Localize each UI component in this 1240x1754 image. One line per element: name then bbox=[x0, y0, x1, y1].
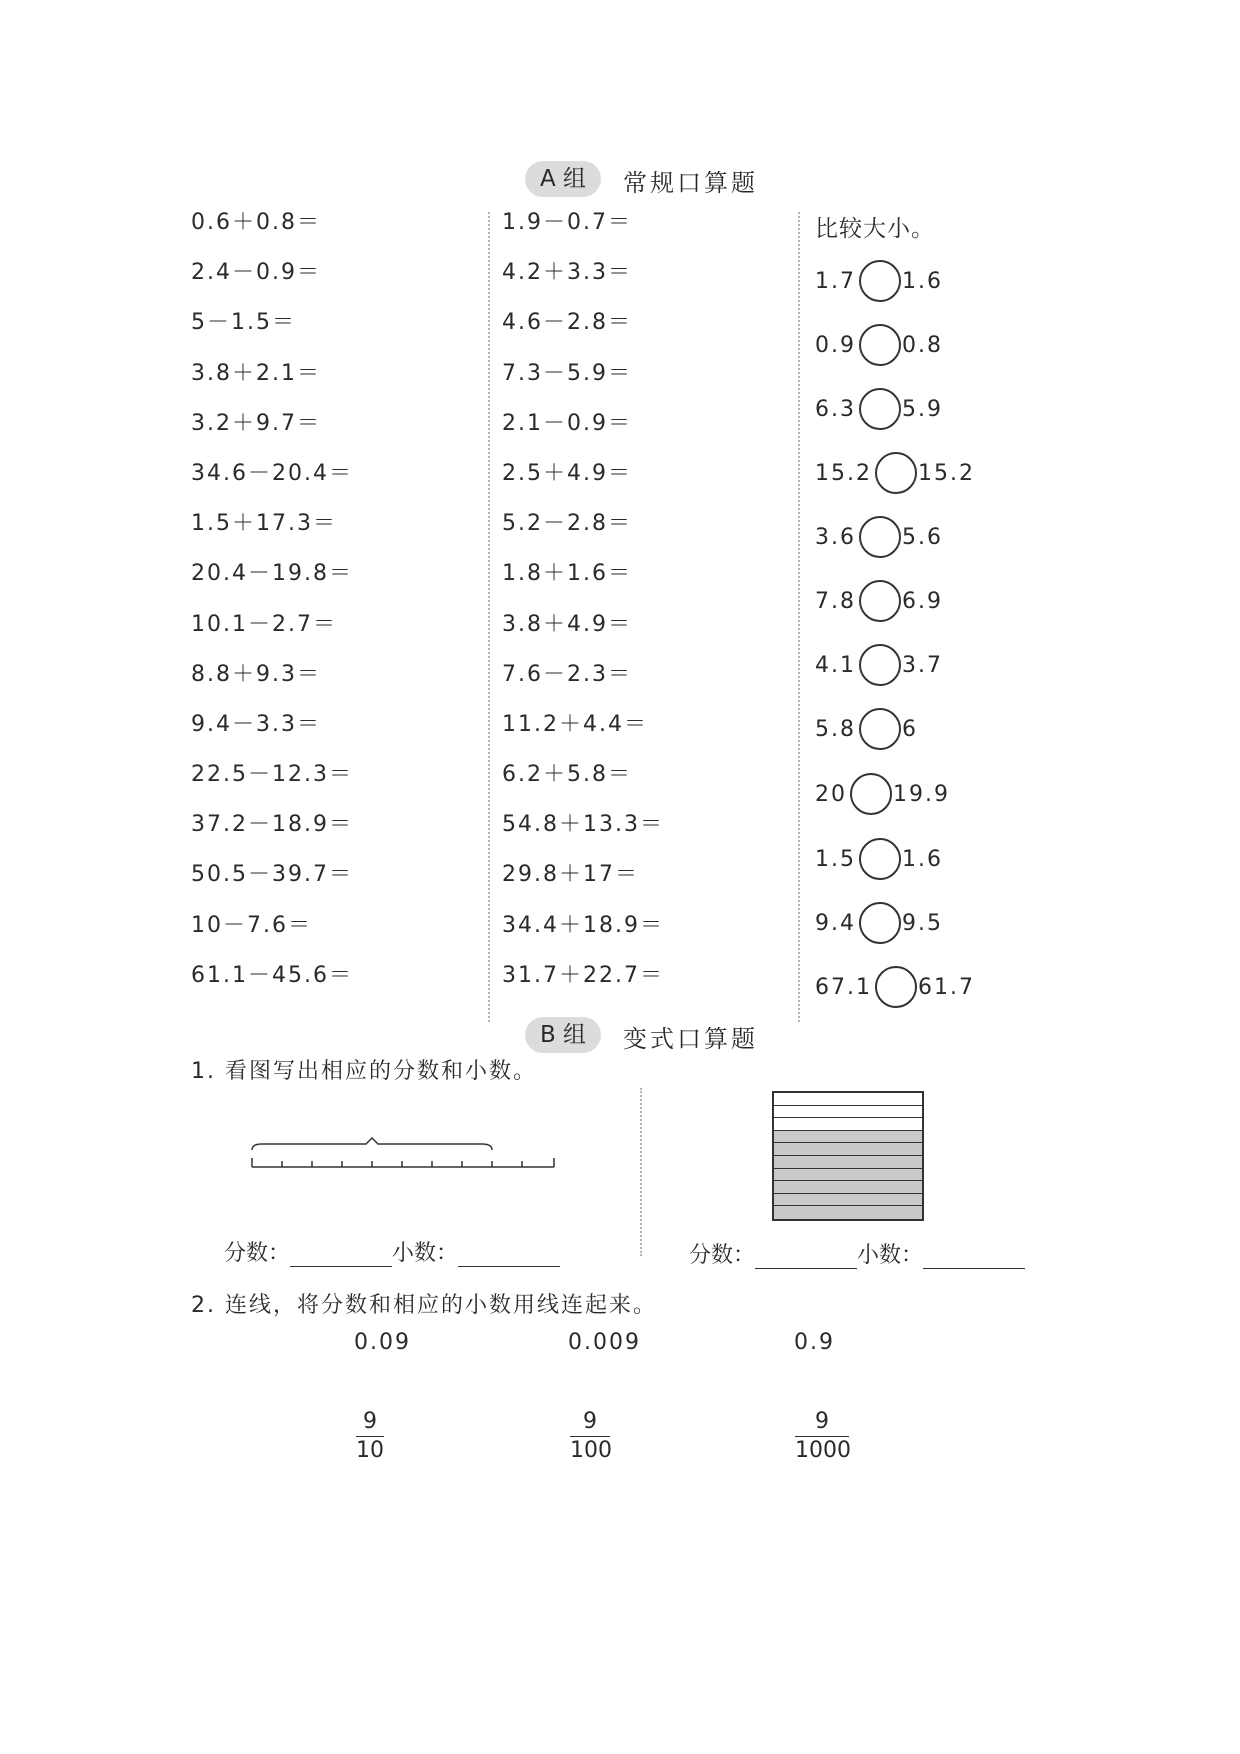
decimal-option[interactable]: 0.9 bbox=[794, 1330, 835, 1355]
fraction-blank[interactable] bbox=[290, 1240, 392, 1267]
compare-row bbox=[815, 578, 943, 624]
brace bbox=[252, 1138, 492, 1150]
compare-left: 15.2 bbox=[815, 460, 872, 486]
problem-item: 34.6－20.4＝ bbox=[191, 460, 353, 486]
answer-circle[interactable] bbox=[859, 708, 901, 750]
problem-item: 1.5＋17.3＝ bbox=[191, 511, 337, 537]
problem-item: 2.5＋4.9＝ bbox=[502, 460, 632, 486]
answer-circle[interactable] bbox=[859, 388, 901, 430]
compare-left: 7.8 bbox=[815, 588, 856, 614]
fraction-option[interactable] bbox=[795, 1408, 849, 1465]
problem-item: 1.8＋1.6＝ bbox=[502, 561, 632, 587]
left-answer-line bbox=[224, 1236, 560, 1267]
problem-item: 3.2＋9.7＝ bbox=[191, 410, 321, 436]
compare-row bbox=[815, 258, 943, 304]
compare-row bbox=[815, 836, 943, 882]
fraction-blank[interactable] bbox=[755, 1242, 857, 1269]
problem-column-2 bbox=[502, 207, 664, 1010]
problem-item: 7.6－2.3＝ bbox=[502, 661, 632, 687]
compare-right: 1.6 bbox=[902, 846, 943, 872]
problem-item: 3.8＋4.9＝ bbox=[502, 611, 632, 637]
answer-circle[interactable] bbox=[875, 452, 917, 494]
compare-left: 20 bbox=[815, 781, 847, 807]
compare-left: 4.1 bbox=[815, 652, 856, 678]
problem-item: 1.9－0.7＝ bbox=[502, 210, 632, 235]
answer-circle[interactable] bbox=[859, 516, 901, 558]
decimal-blank[interactable] bbox=[923, 1242, 1025, 1269]
decimal-label: 小数： bbox=[392, 1241, 459, 1266]
compare-right: 0.8 bbox=[902, 332, 943, 358]
fraction-numerator: 9 bbox=[815, 1409, 829, 1434]
problem-item: 0.6＋0.8＝ bbox=[191, 210, 321, 235]
compare-row bbox=[815, 386, 943, 432]
grid-strip-shaded bbox=[774, 1131, 922, 1144]
decimal-label: 小数： bbox=[857, 1243, 924, 1268]
grid-strip-shaded bbox=[774, 1194, 922, 1207]
compare-row bbox=[815, 450, 975, 496]
compare-right: 15.2 bbox=[917, 460, 975, 486]
fraction-denominator: 1000 bbox=[795, 1438, 851, 1463]
decimal-option[interactable]: 0.009 bbox=[568, 1330, 641, 1355]
compare-left: 6.3 bbox=[815, 396, 856, 422]
grid-strip-shaded bbox=[774, 1181, 922, 1194]
fraction-denominator: 10 bbox=[356, 1438, 384, 1463]
answer-circle[interactable] bbox=[859, 838, 901, 880]
compare-left: 0.9 bbox=[815, 332, 856, 358]
fraction-numerator: 9 bbox=[583, 1409, 597, 1434]
decimal-option[interactable]: 0.09 bbox=[354, 1330, 411, 1355]
answer-circle[interactable] bbox=[859, 902, 901, 944]
problem-item: 2.1－0.9＝ bbox=[502, 410, 632, 436]
strip-grid-figure bbox=[772, 1091, 924, 1221]
grid-strip bbox=[774, 1106, 922, 1119]
problem-item: 50.5－39.7＝ bbox=[191, 862, 353, 888]
question-2-text: 2. 连线，将分数和相应的小数用线连起来。 bbox=[191, 1293, 657, 1318]
compare-row bbox=[815, 964, 975, 1010]
answer-circle[interactable] bbox=[859, 644, 901, 686]
compare-section bbox=[815, 210, 975, 1000]
group-b-badge: B 组 bbox=[525, 1017, 601, 1053]
compare-left: 3.6 bbox=[815, 524, 856, 550]
problem-column-1 bbox=[191, 207, 353, 1010]
compare-left: 67.1 bbox=[815, 974, 872, 1000]
decimal-blank[interactable] bbox=[458, 1240, 560, 1267]
problem-item: 6.2＋5.8＝ bbox=[502, 762, 632, 788]
problem-item: 22.5－12.3＝ bbox=[191, 762, 353, 788]
fraction-denominator: 100 bbox=[570, 1438, 612, 1463]
problem-item: 10－7.6＝ bbox=[191, 912, 312, 938]
compare-row bbox=[815, 514, 943, 560]
grid-strip-shaded bbox=[774, 1169, 922, 1182]
compare-left: 1.5 bbox=[815, 846, 856, 872]
fraction-numerator: 9 bbox=[363, 1409, 377, 1434]
compare-left: 9.4 bbox=[815, 910, 856, 936]
answer-circle[interactable] bbox=[875, 966, 917, 1008]
compare-right: 3.7 bbox=[902, 652, 943, 678]
problem-item: 7.3－5.9＝ bbox=[502, 360, 632, 386]
question-1-text: 1. 看图写出相应的分数和小数。 bbox=[191, 1059, 537, 1084]
fraction-label: 分数： bbox=[224, 1241, 291, 1266]
compare-row bbox=[815, 322, 943, 368]
problem-item: 9.4－3.3＝ bbox=[191, 711, 321, 737]
problem-item: 10.1－2.7＝ bbox=[191, 611, 337, 637]
grid-strip bbox=[774, 1093, 922, 1106]
compare-right: 6.9 bbox=[902, 588, 943, 614]
answer-circle[interactable] bbox=[859, 260, 901, 302]
group-b-title: 变式口算题 bbox=[623, 1025, 758, 1053]
group-a-badge: A 组 bbox=[525, 161, 601, 197]
grid-strip-shaded bbox=[774, 1156, 922, 1169]
problem-item: 31.7＋22.7＝ bbox=[502, 962, 664, 988]
compare-right: 19.9 bbox=[893, 781, 950, 807]
group-b-header bbox=[0, 1017, 1240, 1057]
compare-row bbox=[815, 900, 943, 946]
answer-circle[interactable] bbox=[859, 324, 901, 366]
problem-item: 4.6－2.8＝ bbox=[502, 310, 632, 336]
compare-right: 5.6 bbox=[902, 524, 943, 550]
problem-item: 34.4＋18.9＝ bbox=[502, 912, 664, 938]
fraction-option[interactable] bbox=[570, 1408, 610, 1465]
problem-item: 20.4－19.8＝ bbox=[191, 561, 353, 587]
grid-strip bbox=[774, 1118, 922, 1131]
compare-right: 6 bbox=[902, 716, 918, 742]
problem-item: 3.8＋2.1＝ bbox=[191, 360, 321, 386]
answer-circle[interactable] bbox=[850, 773, 892, 815]
problem-item: 8.8＋9.3＝ bbox=[191, 661, 321, 687]
number-line-figure bbox=[248, 1136, 564, 1176]
answer-circle[interactable] bbox=[859, 580, 901, 622]
compare-right: 1.6 bbox=[902, 268, 943, 294]
compare-row bbox=[815, 642, 943, 688]
compare-title: 比较大小。 bbox=[815, 216, 935, 242]
right-answer-line bbox=[689, 1238, 1025, 1269]
problem-item: 61.1－45.6＝ bbox=[191, 962, 353, 988]
problem-item: 37.2－18.9＝ bbox=[191, 812, 353, 838]
problem-item: 5.2－2.8＝ bbox=[502, 511, 632, 537]
column-divider bbox=[798, 212, 800, 1022]
compare-row bbox=[815, 771, 950, 817]
problem-item: 2.4－0.9＝ bbox=[191, 260, 321, 286]
compare-right: 61.7 bbox=[917, 974, 975, 1000]
grid-strip-shaded bbox=[774, 1206, 922, 1219]
compare-right: 9.5 bbox=[902, 910, 943, 936]
group-a-header bbox=[0, 161, 1240, 201]
problem-item: 29.8＋17＝ bbox=[502, 862, 639, 888]
problem-item: 54.8＋13.3＝ bbox=[502, 812, 664, 838]
problem-item: 5－1.5＝ bbox=[191, 310, 296, 336]
grid-strip-shaded bbox=[774, 1143, 922, 1156]
compare-left: 1.7 bbox=[815, 268, 856, 294]
problem-item: 11.2＋4.4＝ bbox=[502, 711, 648, 737]
fraction-label: 分数： bbox=[689, 1243, 756, 1268]
q1-divider bbox=[640, 1088, 642, 1256]
fraction-option[interactable] bbox=[356, 1408, 384, 1465]
column-divider bbox=[488, 212, 490, 1022]
problem-item: 4.2＋3.3＝ bbox=[502, 260, 632, 286]
group-a-title: 常规口算题 bbox=[623, 169, 758, 197]
compare-row bbox=[815, 706, 918, 752]
compare-right: 5.9 bbox=[902, 396, 943, 422]
compare-left: 5.8 bbox=[815, 716, 856, 742]
